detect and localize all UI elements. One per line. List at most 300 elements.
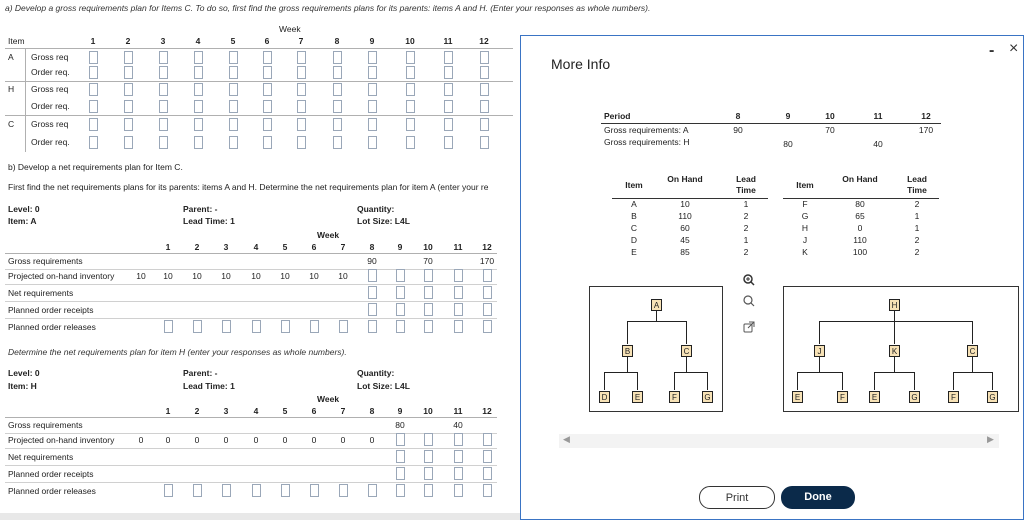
row-item-label: H [8, 84, 15, 94]
gross-input[interactable] [194, 51, 203, 64]
tree-a-node-f: F [669, 391, 680, 403]
plan_h-onhand-value: 0 [369, 435, 375, 445]
plan_a-receipt-input[interactable] [454, 303, 463, 316]
item_table_right-cell: H [801, 223, 809, 233]
period-cell: Gross requirements: A [604, 125, 689, 135]
plan_h-release-input[interactable] [252, 484, 261, 497]
question-b-subtext-label: First find the net requirements plans for its parents: items A and H. Determine the net requirements plan for item A (enter your re [8, 182, 489, 192]
gross-input[interactable] [406, 118, 415, 131]
row-label: Order req. [31, 137, 70, 147]
item_table_right-cell: 80 [855, 199, 865, 209]
plan_h-receipt-input[interactable] [396, 467, 405, 480]
gross-input[interactable] [263, 66, 272, 79]
plan_a-week-11: 11 [453, 242, 463, 252]
gross-input[interactable] [124, 66, 133, 79]
plan_h-onhand-value: 0 [194, 435, 200, 445]
tree-a-node-b: B [622, 345, 633, 357]
plan_a-release-input[interactable] [310, 320, 319, 333]
period-header-cell: 11 [873, 111, 883, 121]
plan-h-level: Level: 0 [8, 368, 40, 378]
tree-h-node-k: K [889, 345, 900, 357]
item_table_left-cell: 10 [680, 199, 690, 209]
scroll-right-icon[interactable]: ▶ [987, 434, 994, 444]
gross-input[interactable] [229, 100, 238, 113]
plan_h-release-input[interactable] [424, 484, 433, 497]
tree-a-node-c: C [681, 345, 692, 357]
gross-input[interactable] [444, 136, 453, 149]
plan_h-release-input[interactable] [483, 484, 492, 497]
tree-a-node-d: D [599, 391, 610, 403]
plan_a-week-3: 3 [223, 242, 229, 252]
gross-input[interactable] [159, 66, 168, 79]
plan_h-gross-value: 40 [453, 420, 463, 430]
plan-h-parent: Parent: - [183, 368, 218, 378]
plan_a-onhand-input[interactable] [483, 269, 492, 282]
gross-input[interactable] [406, 83, 415, 96]
row-divider [5, 115, 513, 116]
plan_a-week-1: 1 [165, 242, 171, 252]
plan_a-week-8: 8 [369, 242, 375, 252]
zoom-out-icon[interactable] [743, 294, 755, 312]
plan_h-week-3: 3 [223, 406, 229, 416]
gross-input[interactable] [368, 136, 377, 149]
plan_h-onhand-input[interactable] [483, 433, 492, 446]
gross-input[interactable] [263, 136, 272, 149]
more-info-dialog [520, 35, 1024, 520]
plan_a-net-input[interactable] [396, 286, 405, 299]
gross-input[interactable] [297, 136, 306, 149]
gross-input[interactable] [333, 118, 342, 131]
plan_h-onhand-input[interactable] [454, 433, 463, 446]
plan_a-release-input[interactable] [339, 320, 348, 333]
plan_h-onhand-value: 0 [223, 435, 229, 445]
plan_a-release-input[interactable] [164, 320, 173, 333]
gross-input[interactable] [124, 136, 133, 149]
gross-input[interactable] [297, 83, 306, 96]
gross-input[interactable] [297, 100, 306, 113]
plan_a-onhand-value: 10 [192, 271, 202, 281]
period-cell: Gross requirements: H [604, 137, 690, 147]
question-a-text: a) Develop a gross requirements plan for Items C. To do so, first find the gross requirements plans for its parents: items A and H. (Enter your responses as whole numbers). [5, 3, 651, 13]
plan_h-release-input[interactable] [193, 484, 202, 497]
plan_h-row-label: Projected on-hand inventory [8, 435, 115, 445]
period-header-cell: 8 [735, 111, 741, 121]
plan_a-gross-value: 70 [423, 256, 433, 266]
gross-input[interactable] [368, 66, 377, 79]
row-label: Order req. [31, 101, 70, 111]
gross-input[interactable] [444, 66, 453, 79]
plan_a-onhand-input[interactable] [396, 269, 405, 282]
gross-input[interactable] [263, 100, 272, 113]
plan_a-onhand-value: 10 [338, 271, 348, 281]
plan_a-onhand-value: 10 [280, 271, 290, 281]
question-h-text: Determine the net requirements plan for item H (enter your responses as whole numbers). [8, 347, 347, 357]
plan_a-week-5: 5 [282, 242, 288, 252]
gross-input[interactable] [368, 83, 377, 96]
plan_h-week-8: 8 [369, 406, 375, 416]
week-header-9: 9 [369, 36, 375, 46]
gross-input[interactable] [406, 136, 415, 149]
gross-input[interactable] [444, 83, 453, 96]
gross-input[interactable] [229, 83, 238, 96]
plan_h-net-input[interactable] [396, 450, 405, 463]
plan-a-level: Level: 0 [8, 204, 40, 214]
close-button[interactable]: × [1009, 40, 1019, 57]
item_table_right-cell: 2 [914, 199, 920, 209]
period-header-cell: 12 [921, 111, 931, 121]
plan_h-week-10: 10 [423, 406, 433, 416]
gross-input[interactable] [263, 118, 272, 131]
plan_a-onhand-input[interactable] [454, 269, 463, 282]
item_table_right-cell: G [801, 211, 809, 221]
period-cell: 70 [825, 125, 835, 135]
plan_a-row-label: Planned order releases [8, 322, 96, 332]
plan_a-release-input[interactable] [454, 320, 463, 333]
gross-input[interactable] [89, 51, 98, 64]
week-header-7: 7 [298, 36, 304, 46]
gross-input[interactable] [159, 51, 168, 64]
tree-a-node-g: G [702, 391, 713, 403]
plan_h-release-input[interactable] [222, 484, 231, 497]
gross-input[interactable] [480, 66, 489, 79]
plan_a-week-2: 2 [194, 242, 200, 252]
open-external-icon[interactable] [743, 320, 755, 338]
scroll-left-icon[interactable]: ◀ [563, 434, 570, 444]
gross-input[interactable] [368, 51, 377, 64]
item_table_left-cell: 2 [743, 211, 749, 221]
gross-input[interactable] [124, 51, 133, 64]
plan_h-week-11: 11 [453, 406, 463, 416]
item_table_left-header-cell: On Hand [667, 174, 703, 184]
plan_h-net-input[interactable] [424, 450, 433, 463]
plan_h-release-input[interactable] [164, 484, 173, 497]
plan_a-onhand-value: 10 [221, 271, 231, 281]
plan-a-week-header: Week [317, 230, 340, 240]
week-header-8: 8 [334, 36, 340, 46]
gross-input[interactable] [333, 51, 342, 64]
plan_h-release-input[interactable] [310, 484, 319, 497]
gross-input[interactable] [89, 83, 98, 96]
gross-input[interactable] [229, 66, 238, 79]
plan_a-onhand-value: 10 [163, 271, 173, 281]
period-cell: 170 [918, 125, 934, 135]
plan_a-release-input[interactable] [252, 320, 261, 333]
plan-a-parent: Parent: - [183, 204, 218, 214]
item_table_right-cell: K [802, 247, 808, 257]
gross-input[interactable] [297, 51, 306, 64]
plan_a-net-input[interactable] [454, 286, 463, 299]
gross-input[interactable] [159, 136, 168, 149]
plan_a-week-6: 6 [311, 242, 317, 252]
plan_a-receipt-input[interactable] [424, 303, 433, 316]
plan_a-row-divider [5, 301, 497, 302]
item_table_right-header-cell: Lead Time [907, 174, 927, 195]
gross-input[interactable] [194, 66, 203, 79]
plan_h-week-5: 5 [282, 406, 288, 416]
plan_h-release-input[interactable] [368, 484, 377, 497]
item_table_left-cell: C [630, 223, 638, 233]
plan_a-receipt-input[interactable] [483, 303, 492, 316]
gross-input[interactable] [406, 100, 415, 113]
item_table_left-cell: 1 [743, 235, 749, 245]
plan_h-net-input[interactable] [454, 450, 463, 463]
plan_a-row-label: Gross requirements [8, 256, 83, 266]
plan_a-receipt-input[interactable] [368, 303, 377, 316]
plan_h-onhand-input[interactable] [396, 433, 405, 446]
plan_h-receipt-input[interactable] [483, 467, 492, 480]
gross-input[interactable] [159, 83, 168, 96]
page-bottom-bar [0, 513, 520, 520]
gross-input[interactable] [194, 83, 203, 96]
row-divider [5, 81, 513, 82]
plan_a-release-input[interactable] [222, 320, 231, 333]
plan_h-row-label: Planned order receipts [8, 469, 94, 479]
gross-input[interactable] [480, 51, 489, 64]
gross-input[interactable] [194, 136, 203, 149]
item_table_left-cell: 85 [680, 247, 690, 257]
plan_h-week-4: 4 [253, 406, 259, 416]
tree-h-node-e1: E [792, 391, 803, 403]
period-header-cell: 9 [785, 111, 791, 121]
item_table_right-cell: 2 [914, 235, 920, 245]
item_table_right-cell: 1 [914, 211, 920, 221]
tree-h-node-g1: G [909, 391, 920, 403]
horizontal-scrollbar[interactable] [559, 434, 999, 448]
tree-a-node-root: A [651, 299, 662, 311]
dialog-title: More Info [551, 56, 611, 72]
row-label: Gross req [31, 52, 69, 62]
tree-a-node-e: E [632, 391, 643, 403]
plan_a-net-input[interactable] [483, 286, 492, 299]
item_table_right-cell: 2 [914, 247, 920, 257]
plan-a-lead-time: Lead Time: 1 [183, 216, 235, 226]
gross-input[interactable] [89, 136, 98, 149]
plan_h-row-label: Gross requirements [8, 420, 83, 430]
plan_h-onhand-input[interactable] [424, 433, 433, 446]
week-header-5: 5 [230, 36, 236, 46]
item_table_left-cell: E [631, 247, 637, 257]
plan-h-lead-time: Lead Time: 1 [183, 381, 235, 391]
plan_a-onhand-input[interactable] [424, 269, 433, 282]
plan_a-release-input[interactable] [396, 320, 405, 333]
plan_h-row-divider [5, 482, 497, 483]
gross-input[interactable] [480, 83, 489, 96]
row-item-label: A [8, 52, 14, 62]
week-header-11: 11 [443, 36, 453, 46]
gross-input[interactable] [333, 100, 342, 113]
plan_a-gross-value: 90 [367, 256, 377, 266]
plan-a-quantity: Quantity: [357, 204, 395, 214]
week-header-2: 2 [125, 36, 131, 46]
gross-input[interactable] [333, 136, 342, 149]
plan_h-receipt-input[interactable] [454, 467, 463, 480]
item_table_left-cell: 2 [743, 223, 749, 233]
gross-input[interactable] [297, 118, 306, 131]
print-button[interactable]: Print [699, 486, 775, 509]
gross-input[interactable] [194, 100, 203, 113]
gross-input[interactable] [89, 100, 98, 113]
plan_h-receipt-input[interactable] [424, 467, 433, 480]
plan-h-lot-size: Lot Size: L4L [357, 381, 410, 391]
item_table_right-cell: 1 [914, 223, 920, 233]
gross-input[interactable] [333, 83, 342, 96]
gross-input[interactable] [89, 66, 98, 79]
plan_a-onhand-value: 10 [309, 271, 319, 281]
gross-input[interactable] [444, 100, 453, 113]
plan-h-quantity: Quantity: [357, 368, 395, 378]
plan_a-gross-value: 170 [479, 256, 495, 266]
question-b-subtext [8, 182, 518, 192]
gross-input[interactable] [333, 66, 342, 79]
week-header: Week [279, 24, 301, 34]
minimize-button[interactable]: - [989, 42, 995, 59]
plan_h-gross-value: 80 [395, 420, 405, 430]
plan_h-week-2: 2 [194, 406, 200, 416]
done-button[interactable]: Done [781, 486, 855, 509]
plan_h-onhand-value: 0 [311, 435, 317, 445]
item_table_left-cell: 1 [743, 199, 749, 209]
plan-a-lot-size: Lot Size: L4L [357, 216, 410, 226]
plan_h-release-input[interactable] [339, 484, 348, 497]
plan_h-week-7: 7 [340, 406, 346, 416]
gross-input[interactable] [297, 66, 306, 79]
row-label: Gross req [31, 119, 69, 129]
gross-input[interactable] [368, 100, 377, 113]
plan_a-release-input[interactable] [193, 320, 202, 333]
item_table_right-cell: 110 [853, 235, 867, 245]
item_table_left-cell: 2 [743, 247, 749, 257]
gross-input[interactable] [159, 118, 168, 131]
plan_a-row-label: Net requirements [8, 288, 74, 298]
plan_h-release-input[interactable] [454, 484, 463, 497]
plan_a-week-7: 7 [340, 242, 346, 252]
item_table_right-cell: 65 [855, 211, 865, 221]
gross-input[interactable] [124, 100, 133, 113]
question-b-text: b) Develop a net requirements plan for Item C. [8, 162, 183, 172]
plan_h-row-label: Net requirements [8, 452, 74, 462]
plan-a-item: Item: A [8, 216, 37, 226]
plan_h-week-6: 6 [311, 406, 317, 416]
plan_h-onhand-start: 0 [138, 435, 144, 445]
plan_a-row-divider [5, 318, 497, 319]
plan_h-net-input[interactable] [483, 450, 492, 463]
plan_a-net-input[interactable] [368, 286, 377, 299]
item_table_left-header-cell: Lead Time [736, 174, 756, 195]
plan_a-receipt-input[interactable] [396, 303, 405, 316]
plan_a-onhand-value: 10 [251, 271, 261, 281]
plan_h-onhand-value: 0 [340, 435, 346, 445]
gross-input[interactable] [406, 66, 415, 79]
plan_h-week-1: 1 [165, 406, 171, 416]
gross-input[interactable] [480, 136, 489, 149]
plan_a-net-input[interactable] [424, 286, 433, 299]
plan_h-onhand-value: 0 [165, 435, 171, 445]
gross-input[interactable] [444, 118, 453, 131]
plan-h-week-header: Week [317, 394, 340, 404]
item_table_left-header-cell: Item [625, 180, 643, 190]
week-header-1: 1 [90, 36, 96, 46]
week-header-4: 4 [195, 36, 201, 46]
plan_a-row-label: Projected on-hand inventory [8, 271, 115, 281]
plan_h-week-12: 12 [482, 406, 492, 416]
period-cell: 40 [873, 139, 883, 149]
zoom-in-icon[interactable] [743, 273, 755, 291]
plan_a-week-10: 10 [423, 242, 433, 252]
gross-input[interactable] [124, 118, 133, 131]
plan_a-onhand-start: 10 [136, 271, 146, 281]
gross-input[interactable] [124, 83, 133, 96]
table-divider [5, 48, 513, 49]
item-column-divider [25, 48, 26, 152]
week-header-10: 10 [405, 36, 415, 46]
gross-input[interactable] [444, 51, 453, 64]
gross-input[interactable] [406, 51, 415, 64]
item_table_right-cell: 100 [852, 247, 868, 257]
tree-h-node-root: H [889, 299, 900, 311]
gross-input[interactable] [480, 118, 489, 131]
item_table_left-cell: 45 [680, 235, 690, 245]
tree-h-node-g2: G [987, 391, 998, 403]
plan_a-week-9: 9 [397, 242, 403, 252]
plan_h-onhand-value: 0 [282, 435, 288, 445]
gross-input[interactable] [263, 83, 272, 96]
plan_a-row-divider [5, 284, 497, 285]
product-structure-tree-h [783, 286, 1019, 412]
period-header-cell: Period [604, 111, 631, 121]
gross-input[interactable] [194, 118, 203, 131]
plan_a-week-4: 4 [253, 242, 259, 252]
gross-input[interactable] [159, 100, 168, 113]
plan_h-divider [5, 417, 497, 418]
plan_a-release-input[interactable] [368, 320, 377, 333]
week-header-6: 6 [264, 36, 270, 46]
gross-input[interactable] [229, 51, 238, 64]
item_table_right-cell: F [802, 199, 808, 209]
plan_h-release-input[interactable] [281, 484, 290, 497]
plan_a-release-input[interactable] [281, 320, 290, 333]
product-structure-tree-a [589, 286, 723, 412]
item_table_right-cell: 0 [857, 223, 863, 233]
plan_h-release-input[interactable] [396, 484, 405, 497]
item_table_left-cell: 60 [680, 223, 690, 233]
gross-input[interactable] [89, 118, 98, 131]
period-divider [601, 123, 941, 124]
gross-input[interactable] [263, 51, 272, 64]
gross-input[interactable] [229, 136, 238, 149]
gross-input[interactable] [368, 118, 377, 131]
plan_a-onhand-input[interactable] [368, 269, 377, 282]
tree-h-node-f2: F [948, 391, 959, 403]
item_table_left-cell: A [631, 199, 637, 209]
plan_h-onhand-value: 0 [253, 435, 259, 445]
gross-input[interactable] [229, 118, 238, 131]
item_table_left-cell: D [630, 235, 638, 245]
plan_a-release-input[interactable] [483, 320, 492, 333]
week-header-12: 12 [479, 36, 489, 46]
tree-h-node-j: J [814, 345, 825, 357]
gross-input[interactable] [480, 100, 489, 113]
plan_a-week-12: 12 [482, 242, 492, 252]
plan_a-release-input[interactable] [424, 320, 433, 333]
plan_h-row-divider [5, 465, 497, 466]
plan_a-row-label: Planned order receipts [8, 305, 94, 315]
week-header-3: 3 [160, 36, 166, 46]
tree-h-node-e2: E [869, 391, 880, 403]
plan_h-row-label: Planned order releases [8, 486, 96, 496]
item_table_left-cell: 110 [678, 211, 692, 221]
plan_h-row-divider [5, 448, 497, 449]
period-header-cell: 10 [825, 111, 835, 121]
